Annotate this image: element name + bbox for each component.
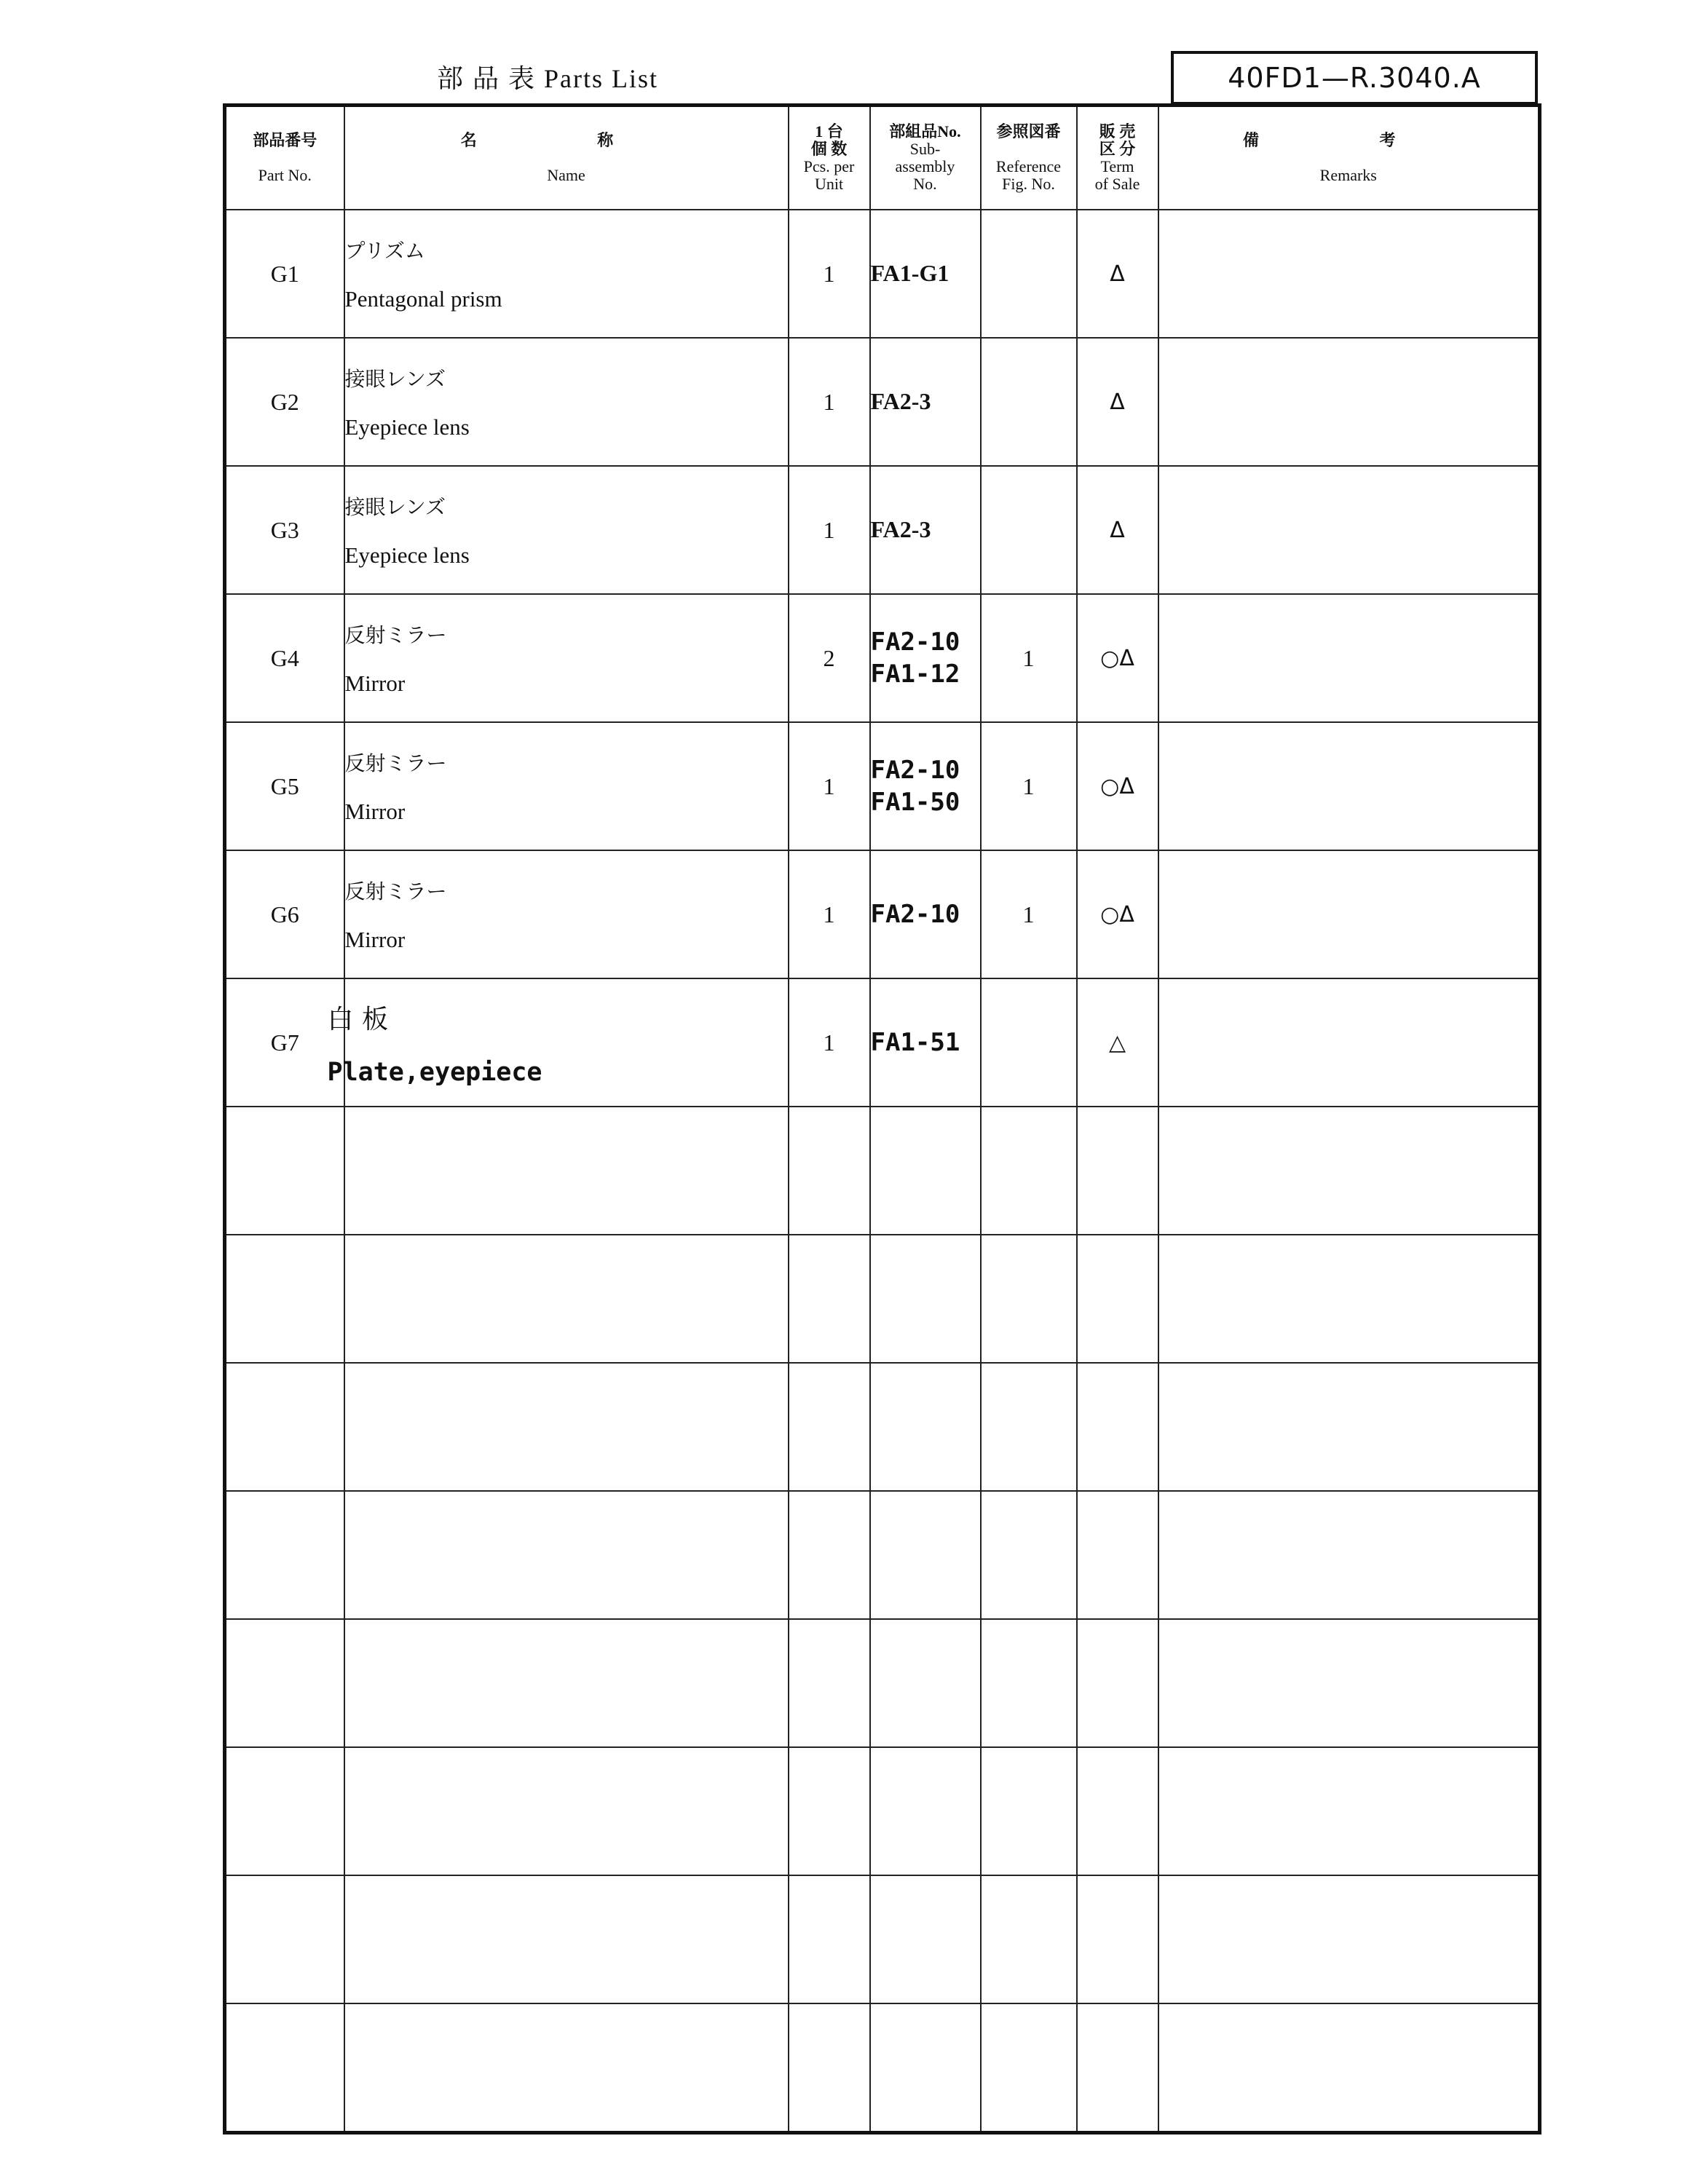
- table-row: [225, 210, 1540, 338]
- qty-cell: 1: [789, 722, 870, 850]
- parts-table: [223, 103, 1541, 2134]
- header-remarks-jp: 備 考: [1242, 130, 1454, 149]
- reference-cell: [981, 1747, 1077, 1875]
- term-of-sale-cell: ○Δ: [1077, 722, 1158, 850]
- header-term-jp-1: 販 売: [1099, 122, 1136, 141]
- part-no-cell: G4: [225, 594, 344, 722]
- qty-cell: [789, 1363, 870, 1491]
- empty-rows: [225, 1107, 1540, 2133]
- table-row: [225, 594, 1540, 722]
- name-jp: 白 板: [327, 1004, 388, 1034]
- term-of-sale-cell: Δ: [1077, 210, 1158, 338]
- qty-cell: 2: [789, 594, 870, 722]
- part-no-cell: G7: [225, 978, 344, 1107]
- term-of-sale-cell: Δ: [1077, 466, 1158, 594]
- name-cell: [344, 338, 789, 466]
- subassembly-no: FA1-12: [870, 660, 960, 689]
- part-no-cell: [225, 1875, 344, 2003]
- term-of-sale-cell: [1077, 1875, 1158, 2003]
- header-ref-en-2: Fig. No.: [1002, 175, 1055, 194]
- part-no-cell: [225, 2003, 344, 2133]
- name-jp: 反射ミラー: [344, 753, 447, 775]
- subassembly-cell: [870, 2003, 981, 2133]
- term-of-sale-cell: [1077, 1491, 1158, 1619]
- reference-cell: 1: [981, 594, 1077, 722]
- header-qty-en-1: Pcs. per: [803, 157, 855, 175]
- remarks-cell: [1158, 338, 1540, 466]
- part-no-cell: [225, 1491, 344, 1619]
- reference-cell: [981, 1363, 1077, 1491]
- term-of-sale-cell: Δ: [1077, 338, 1158, 466]
- header-term-of-sale: [1077, 106, 1158, 210]
- part-no-cell: [225, 1619, 344, 1747]
- subassembly-cell: [870, 1747, 981, 1875]
- subassembly-cell: [870, 1491, 981, 1619]
- qty-cell: 1: [789, 978, 870, 1107]
- header-ref-jp: 参照図番: [996, 122, 1061, 141]
- empty-table-row: [225, 1363, 1540, 1491]
- name-cell: [344, 1619, 789, 1747]
- part-no-cell: [225, 1235, 344, 1363]
- header-name: [344, 106, 789, 210]
- subassembly-no: FA2-3: [870, 516, 931, 543]
- subassembly-no: FA1-G1: [870, 260, 949, 287]
- header-part-no-en: Part No.: [258, 166, 312, 185]
- subassembly-no: FA1-51: [870, 1027, 960, 1057]
- header-qty: [789, 106, 870, 210]
- remarks-cell: [1158, 1235, 1540, 1363]
- qty-cell: 1: [789, 466, 870, 594]
- term-of-sale-cell: △: [1077, 978, 1158, 1107]
- remarks-cell: [1158, 978, 1540, 1107]
- header-name-jp: 名 称: [460, 130, 672, 149]
- name-cell: [344, 1107, 789, 1235]
- part-no-cell: G1: [225, 210, 344, 338]
- name-cell: [344, 1875, 789, 2003]
- name-cell: [344, 722, 789, 850]
- qty-cell: [789, 1875, 870, 2003]
- qty-cell: 1: [789, 850, 870, 978]
- reference-cell: [981, 978, 1077, 1107]
- name-en: Mirror: [344, 799, 406, 824]
- qty-cell: [789, 1107, 870, 1235]
- subassembly-cell: [870, 1107, 981, 1235]
- header-name-en: Name: [547, 166, 585, 185]
- table-body: [225, 210, 1540, 1107]
- reference-cell: [981, 1235, 1077, 1363]
- reference-cell: 1: [981, 850, 1077, 978]
- header-qty-jp-1: 1 台: [815, 122, 843, 141]
- header-ref-en-1: Reference: [995, 157, 1062, 175]
- header-reference: [981, 106, 1077, 210]
- empty-table-row: [225, 1235, 1540, 1363]
- subassembly-no: FA2-3: [870, 388, 931, 415]
- remarks-cell: [1158, 466, 1540, 594]
- part-no-cell: G2: [225, 338, 344, 466]
- remarks-cell: [1158, 1363, 1540, 1491]
- header-part-no-jp: 部品番号: [253, 130, 317, 149]
- subassembly-cell: [870, 1363, 981, 1491]
- part-no-cell: [225, 1363, 344, 1491]
- subassembly-cell: [870, 978, 981, 1107]
- subassembly-cell: [870, 1875, 981, 2003]
- header-part-no: [225, 106, 344, 210]
- header-term-jp-2: 区 分: [1099, 139, 1136, 158]
- header-qty-jp-2: 個 数: [810, 139, 848, 158]
- name-en: Mirror: [344, 670, 406, 696]
- term-of-sale-cell: [1077, 2003, 1158, 2133]
- reference-cell: [981, 1875, 1077, 2003]
- name-cell: [344, 210, 789, 338]
- reference-cell: [981, 1107, 1077, 1235]
- subassembly-cell: [870, 722, 981, 850]
- page-title: 部 品 表 Parts List: [437, 64, 659, 93]
- reference-cell: [981, 210, 1077, 338]
- remarks-cell: [1158, 1491, 1540, 1619]
- header-sub-en-1: Sub-: [909, 139, 941, 158]
- name-jp: 接眼レンズ: [344, 496, 446, 519]
- remarks-cell: [1158, 1107, 1540, 1235]
- term-of-sale-cell: [1077, 1107, 1158, 1235]
- empty-table-row: [225, 1875, 1540, 2003]
- name-cell: [344, 1747, 789, 1875]
- name-cell: [344, 1235, 789, 1363]
- remarks-cell: [1158, 1875, 1540, 2003]
- name-cell: [344, 594, 789, 722]
- subassembly-cell: [870, 466, 981, 594]
- empty-table-row: [225, 1747, 1540, 1875]
- subassembly-cell: [870, 594, 981, 722]
- header-subassembly: [870, 106, 981, 210]
- header-sub-jp: 部組品No.: [889, 122, 961, 141]
- remarks-cell: [1158, 1619, 1540, 1747]
- term-of-sale-cell: [1077, 1363, 1158, 1491]
- term-of-sale-cell: ○Δ: [1077, 850, 1158, 978]
- remarks-cell: [1158, 210, 1540, 338]
- table-row: [225, 722, 1540, 850]
- name-en: Eyepiece lens: [344, 414, 470, 440]
- header-remarks: [1158, 106, 1540, 210]
- table-row: [225, 850, 1540, 978]
- header-remarks-en: Remarks: [1319, 166, 1377, 185]
- remarks-cell: [1158, 850, 1540, 978]
- empty-table-row: [225, 1491, 1540, 1619]
- reference-cell: [981, 338, 1077, 466]
- reference-cell: [981, 466, 1077, 594]
- empty-table-row: [225, 2003, 1540, 2133]
- empty-table-row: [225, 1619, 1540, 1747]
- qty-cell: [789, 2003, 870, 2133]
- qty-cell: 1: [789, 210, 870, 338]
- name-cell: [327, 978, 789, 1107]
- qty-cell: [789, 1235, 870, 1363]
- term-of-sale-cell: ○Δ: [1077, 594, 1158, 722]
- name-en: Plate,eyepiece: [327, 1057, 542, 1087]
- name-cell: [344, 2003, 789, 2133]
- reference-cell: [981, 2003, 1077, 2133]
- subassembly-cell: [870, 1235, 981, 1363]
- reference-cell: 1: [981, 722, 1077, 850]
- part-no-cell: G6: [225, 850, 344, 978]
- subassembly-no: FA2-10: [870, 899, 960, 929]
- name-jp: 反射ミラー: [344, 881, 447, 903]
- term-of-sale-cell: [1077, 1747, 1158, 1875]
- table-row: [225, 466, 1540, 594]
- name-en: Pentagonal prism: [344, 286, 502, 312]
- subassembly-no: FA1-50: [870, 788, 960, 817]
- subassembly-cell: [870, 338, 981, 466]
- header-qty-en-2: Unit: [814, 175, 844, 194]
- qty-cell: [789, 1747, 870, 1875]
- header-term-en-1: Term: [1100, 157, 1134, 175]
- reference-cell: [981, 1619, 1077, 1747]
- term-of-sale-cell: [1077, 1619, 1158, 1747]
- remarks-cell: [1158, 594, 1540, 722]
- name-jp: プリズム: [344, 240, 425, 263]
- table-row: [225, 338, 1540, 466]
- subassembly-cell: [870, 210, 981, 338]
- name-en: Eyepiece lens: [344, 542, 470, 568]
- remarks-cell: [1158, 722, 1540, 850]
- document-code: 40FD1—R.3040.A: [1171, 51, 1538, 105]
- name-cell: [344, 466, 789, 594]
- header-sub-en-3: No.: [913, 175, 937, 194]
- name-jp: 接眼レンズ: [344, 368, 446, 391]
- qty-cell: [789, 1491, 870, 1619]
- name-en: Mirror: [344, 927, 406, 952]
- reference-cell: [981, 1491, 1077, 1619]
- header-sub-en-2: assembly: [895, 157, 955, 175]
- qty-cell: [789, 1619, 870, 1747]
- name-cell: [344, 1491, 789, 1619]
- name-cell: [344, 850, 789, 978]
- name-jp: 反射ミラー: [344, 625, 447, 647]
- subassembly-no: FA2-10: [870, 755, 960, 785]
- subassembly-cell: [870, 1619, 981, 1747]
- part-no-cell: G5: [225, 722, 344, 850]
- empty-table-row: [225, 1107, 1540, 1235]
- name-cell: [344, 1363, 789, 1491]
- term-of-sale-cell: [1077, 1235, 1158, 1363]
- table-row: [225, 978, 1540, 1107]
- part-no-cell: [225, 1107, 344, 1235]
- qty-cell: 1: [789, 338, 870, 466]
- header-term-en-2: of Sale: [1094, 175, 1140, 194]
- part-no-cell: G3: [225, 466, 344, 594]
- part-no-cell: [225, 1747, 344, 1875]
- table-header: [225, 106, 1540, 210]
- subassembly-no: FA2-10: [870, 627, 960, 657]
- remarks-cell: [1158, 1747, 1540, 1875]
- subassembly-cell: [870, 850, 981, 978]
- remarks-cell: [1158, 2003, 1540, 2133]
